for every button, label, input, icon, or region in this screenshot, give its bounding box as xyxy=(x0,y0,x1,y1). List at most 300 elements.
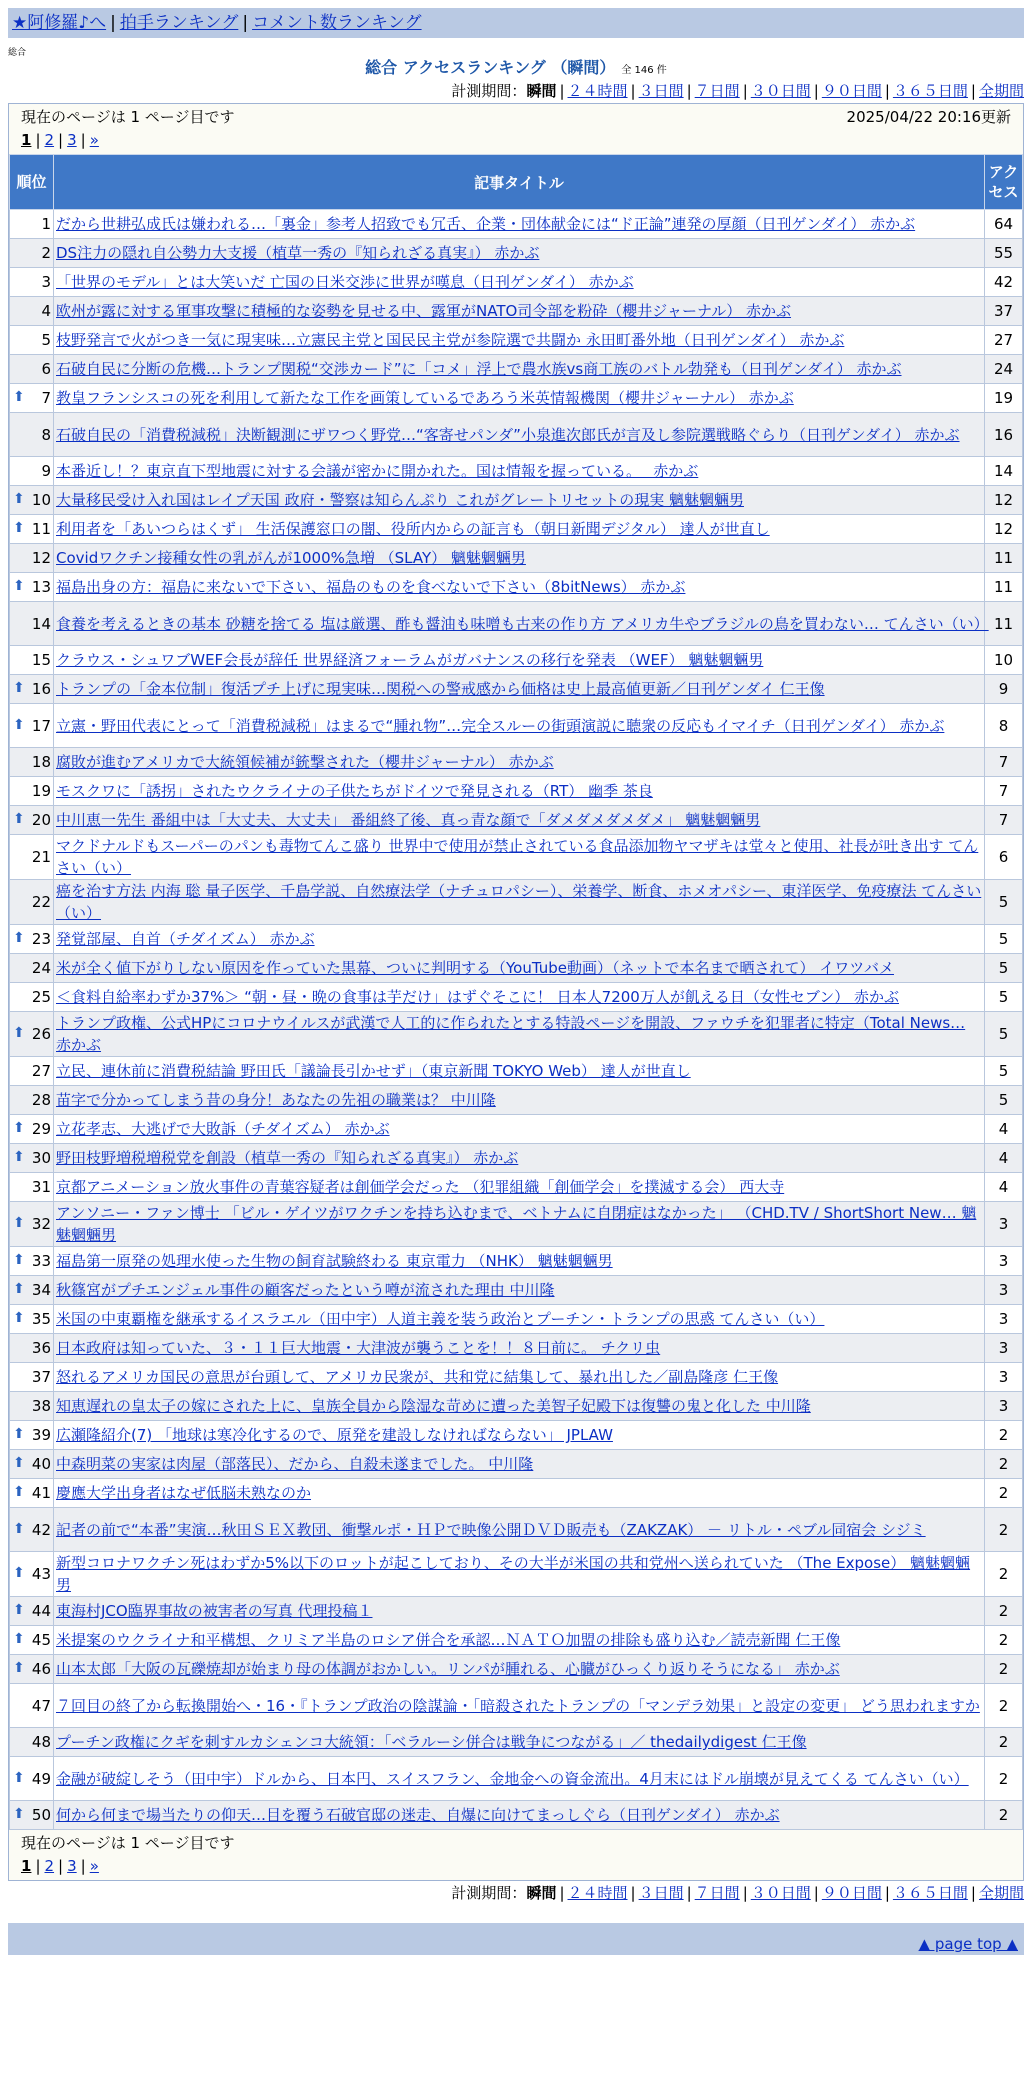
access-count: 2 xyxy=(985,1728,1023,1757)
pager-separator: | xyxy=(58,131,64,149)
period-link-5[interactable]: ３６５日間 xyxy=(892,1884,968,1902)
period-link-3[interactable]: ３０日間 xyxy=(750,1884,811,1902)
article-title-link[interactable]: トランプの「金本位制」復活プチ上げに現実味…関税への警戒感から価格は史上最高値更新／日刊ゲンダイ 仁王像 xyxy=(56,680,825,698)
rank-cell xyxy=(10,983,54,1012)
ranking-header xyxy=(8,57,1024,79)
article-title-link[interactable]: 教皇フランシスコの死を利用して新たな工作を画策しているであろう米英情報機関（櫻井ジャーナル） 赤かぶ xyxy=(56,389,794,407)
rank-cell xyxy=(10,239,54,268)
rank-cell xyxy=(10,925,54,954)
rank-number: 15 xyxy=(31,651,51,669)
access-count: 7 xyxy=(985,748,1023,777)
article-title-link[interactable]: 野田枝野増税増税党を創設（植草一秀の『知られざる真実』） 赤かぶ xyxy=(56,1149,519,1167)
table-row xyxy=(10,413,1023,457)
article-title-link[interactable]: 枝野発言で火がつき一気に現実味…立憲民主党と国民民主党が参院選で共闘か 永田町番外地（日刊ゲンダイ） 赤かぶ xyxy=(56,331,845,349)
rank-cell xyxy=(10,1392,54,1421)
title-cell xyxy=(54,1144,985,1173)
title-cell xyxy=(54,925,985,954)
article-title-link[interactable]: クラウス・シュワブWEF会長が辞任 世界経済フォーラムがガバナンスの移行を発表 （WEF） 魑魅魍魎男 xyxy=(56,651,764,669)
rank-number: 10 xyxy=(31,491,51,509)
rank-cell xyxy=(10,1552,54,1597)
pager-separator: | xyxy=(80,131,86,149)
page-info-bottom xyxy=(9,1830,1023,1854)
rank-cell xyxy=(10,1728,54,1757)
article-title-link[interactable]: 本番近し！？東京直下型地震に対する会議が密かに開かれた。国は情報を握っている。 赤かぶ xyxy=(56,462,699,480)
article-title-link[interactable]: Covidワクチン接種女性の乳がんが1000%急増 （SLAY） 魑魅魍魎男 xyxy=(56,549,526,567)
article-title-link[interactable]: トランプ政権、公式HPにコロナウイルスが武漢で人工的に作られたとする特設ページを開設、ファウチを犯罪者に特定（Total News… 赤かぶ xyxy=(56,1014,966,1054)
title-cell xyxy=(54,704,985,748)
rank-number: 11 xyxy=(31,520,51,538)
rank-cell xyxy=(10,1801,54,1830)
arrow-up-icon: ⬆ xyxy=(13,578,25,594)
rank-cell xyxy=(10,835,54,880)
article-title-link[interactable]: ＜食料自給率わずか37%＞ “朝・昼・晩の食事は芋だけ」はずぐそこに！ 日本人7200万人が飢える日（女性セブン） 赤かぶ xyxy=(56,988,899,1006)
access-count: 2 xyxy=(985,1655,1023,1684)
article-title-link[interactable]: 福島第一原発の処理水使った生物の飼育試験終わる 東京電力 （NHK） 魑魅魍魎男 xyxy=(56,1252,613,1270)
page-top-link[interactable]: ▲ page top ▲ xyxy=(918,1935,1018,1953)
arrow-up-icon: ⬆ xyxy=(13,1769,25,1786)
rank-number: 41 xyxy=(31,1484,51,1502)
pager-top xyxy=(9,128,1023,154)
rank-cell xyxy=(10,1363,54,1392)
period-separator: | xyxy=(742,82,748,100)
access-count: 9 xyxy=(985,675,1023,704)
table-row xyxy=(10,1392,1023,1421)
access-count: 5 xyxy=(985,1057,1023,1086)
article-title-link[interactable]: 金融が破綻しそう（田中宇）ドルから、日本円、スイスフラン、金地金への資金流出。4月末にはドル崩壊が見えてくる てんさい（い） xyxy=(56,1769,969,1788)
rank-number: 18 xyxy=(31,753,51,771)
rank-number: 33 xyxy=(31,1252,51,1270)
arrow-up-icon: ⬆ xyxy=(13,1455,25,1471)
arrow-up-icon: ⬆ xyxy=(13,1252,25,1268)
period-separator: | xyxy=(686,1884,692,1902)
rank-cell xyxy=(10,1479,54,1508)
rank-cell xyxy=(10,1334,54,1363)
arrow-up-icon: ⬆ xyxy=(13,1520,25,1537)
article-title-link[interactable]: 食養を考えるときの基本 砂糖を捨てる 塩は厳選、酢も醤油も味噌も古来の作り方 アメリカ牛やブラジルの鳥を買わない… てんさい（い） xyxy=(56,614,989,633)
arrow-up-icon: ⬆ xyxy=(13,1806,25,1822)
title-cell xyxy=(54,1597,985,1626)
article-title-link[interactable]: プーチン政権にクギを刺すルカシェンコ大統領：「ベラルーシ併合は戦争につながる」／ thedailydigest 仁王像 xyxy=(56,1733,807,1751)
rank-number: 28 xyxy=(31,1091,51,1109)
table-row xyxy=(10,835,1023,880)
table-row xyxy=(10,210,1023,239)
rank-number: 50 xyxy=(31,1806,51,1824)
nav-separator: | xyxy=(110,13,116,33)
table-row xyxy=(10,777,1023,806)
access-count: 5 xyxy=(985,983,1023,1012)
table-row xyxy=(10,925,1023,954)
title-cell xyxy=(54,1801,985,1830)
arrow-up-icon: ⬆ xyxy=(13,1602,25,1618)
ranking-box xyxy=(8,103,1024,1881)
access-count: 19 xyxy=(985,384,1023,413)
rank-cell xyxy=(10,1757,54,1801)
article-title-link[interactable]: モスクワに「誘拐」されたウクライナの子供たちがドイツで発見される（RT） 幽季 茶良 xyxy=(56,782,653,800)
period-link-6[interactable]: 全期間 xyxy=(978,1884,1024,1902)
title-cell xyxy=(54,544,985,573)
period-current: 瞬間 xyxy=(526,1884,557,1902)
article-title-link[interactable]: 秋篠宮がプチエンジェル事件の顧客だったという噂が流された理由 中川隆 xyxy=(56,1281,555,1299)
period-label: 計測期間： xyxy=(451,82,527,100)
access-count: 4 xyxy=(985,1173,1023,1202)
table-row xyxy=(10,954,1023,983)
period-link-3[interactable]: ３０日間 xyxy=(750,82,811,100)
article-title-link[interactable]: 苗字で分かってしまう昔の身分！あなたの先祖の職業は？ 中川隆 xyxy=(56,1091,496,1109)
period-link-4[interactable]: ９０日間 xyxy=(821,1884,882,1902)
period-separator: | xyxy=(559,1884,565,1902)
access-count: 4 xyxy=(985,1144,1023,1173)
pager-page-link[interactable]: 3 xyxy=(67,131,77,149)
access-count: 2 xyxy=(985,1801,1023,1830)
title-cell xyxy=(54,1247,985,1276)
table-row xyxy=(10,748,1023,777)
access-count: 2 xyxy=(985,1597,1023,1626)
article-title-link[interactable]: 米が全く値下がりしない原因を作っていた黒幕、ついに判明する（YouTube動画）（ネットで本名まで晒されて） イワツバメ xyxy=(56,959,894,977)
article-title-link[interactable]: 立憲・野田代表にとって「消費税減税」はまるで“腫れ物”…完全スルーの街頭演説に聴衆の反応もイマイチ（日刊ゲンダイ） 赤かぶ xyxy=(56,716,945,735)
pager-next-link[interactable]: » xyxy=(89,1857,99,1875)
rank-number: 21 xyxy=(31,848,51,866)
article-title-link[interactable]: 日本政府は知っていた、３・１１巨大地震・大津波が襲うことを！！８日前に。 チクリ虫 xyxy=(56,1339,661,1357)
period-link-5[interactable]: ３６５日間 xyxy=(892,82,968,100)
table-row xyxy=(10,1597,1023,1626)
table-row xyxy=(10,486,1023,515)
rank-cell xyxy=(10,1086,54,1115)
rank-number: 37 xyxy=(31,1368,51,1386)
table-row xyxy=(10,1173,1023,1202)
access-count: 2 xyxy=(985,1626,1023,1655)
pager-bottom xyxy=(9,1854,1023,1880)
article-title-link[interactable]: 中森明菜の実家は肉屋（部落民）、だから、自殺未遂までした。 中川隆 xyxy=(56,1455,534,1473)
rank-number: 40 xyxy=(31,1455,51,1473)
arrow-up-icon: ⬆ xyxy=(13,811,25,827)
title-cell xyxy=(54,1421,985,1450)
comment-ranking-link[interactable]: コメント数ランキング xyxy=(252,13,422,33)
table-row xyxy=(10,1012,1023,1057)
table-row xyxy=(10,326,1023,355)
table-row xyxy=(10,384,1023,413)
article-title-link[interactable]: 米提案のウクライナ和平構想、クリミア半島のロシア併合を承認…ＮＡＴＯ加盟の排除も盛り込む／読売新聞 仁王像 xyxy=(56,1631,841,1649)
title-cell xyxy=(54,1655,985,1684)
rank-number: 25 xyxy=(31,988,51,1006)
rank-number: 22 xyxy=(31,893,51,911)
title-cell xyxy=(54,1450,985,1479)
footer-bar xyxy=(8,1923,1024,1955)
rank-number: 17 xyxy=(31,716,51,735)
title-cell xyxy=(54,748,985,777)
table-row xyxy=(10,675,1023,704)
period-separator: | xyxy=(813,1884,819,1902)
article-title-link[interactable]: 山本太郎「大阪の瓦礫焼却が始まり母の体調がおかしい。リンパが腫れる、心臓がひっくり返りそうになる」 赤かぶ xyxy=(56,1660,840,1678)
title-cell xyxy=(54,384,985,413)
title-cell xyxy=(54,1202,985,1247)
arrow-up-icon: ⬆ xyxy=(13,520,25,536)
rank-cell xyxy=(10,748,54,777)
article-title-link[interactable]: 何から何まで場当たりの仰天…目を覆う石破官邸の迷走、自爆に向けてまっしぐら（日刊ゲンダイ） 赤かぶ xyxy=(56,1806,780,1824)
rank-number: 1 xyxy=(41,215,51,233)
pager-page-link[interactable]: 3 xyxy=(67,1857,77,1875)
table-row xyxy=(10,1305,1023,1334)
period-separator: | xyxy=(630,82,636,100)
period-link-6[interactable]: 全期間 xyxy=(978,82,1024,100)
rank-cell xyxy=(10,297,54,326)
period-link-0[interactable]: ２４時間 xyxy=(567,82,628,100)
access-count: 37 xyxy=(985,297,1023,326)
rank-cell xyxy=(10,384,54,413)
rank-cell xyxy=(10,326,54,355)
current-page-text: 現在のページは 1 ページ目です xyxy=(21,1834,235,1852)
rank-number: 38 xyxy=(31,1397,51,1415)
rank-cell xyxy=(10,1626,54,1655)
article-title-link[interactable]: だから世耕弘成氏は嫌われる…「裏金」参考人招致でも冗舌、企業・団体献金には“ド正論”連発の厚顔（日刊ゲンダイ） 赤かぶ xyxy=(56,215,916,233)
table-row xyxy=(10,983,1023,1012)
rank-cell xyxy=(10,486,54,515)
rank-number: 43 xyxy=(31,1565,51,1583)
table-row xyxy=(10,646,1023,675)
title-cell xyxy=(54,806,985,835)
period-separator: | xyxy=(970,1884,976,1902)
rank-number: 48 xyxy=(31,1733,51,1751)
rank-cell xyxy=(10,1173,54,1202)
rank-cell xyxy=(10,777,54,806)
column-header-rank: 順位 xyxy=(10,155,54,210)
rank-cell xyxy=(10,602,54,646)
rank-number: 45 xyxy=(31,1631,51,1649)
article-title-link[interactable]: ７回目の終了から転換開始へ・16・『トランプ政治の陰謀論・「暗殺されたトランプの「マンデラ効果」と設定の変更」 どう思われますか xyxy=(56,1696,980,1715)
table-row xyxy=(10,573,1023,602)
clap-ranking-link[interactable]: 拍手ランキング xyxy=(119,13,239,33)
title-cell xyxy=(54,1552,985,1597)
access-count: 3 xyxy=(985,1363,1023,1392)
article-title-link[interactable]: 腐敗が進むアメリカで大統領候補が銃撃された（櫻井ジャーナル） 赤かぶ xyxy=(56,753,554,771)
title-cell xyxy=(54,1057,985,1086)
rank-cell xyxy=(10,457,54,486)
rank-number: 44 xyxy=(31,1602,51,1620)
title-cell xyxy=(54,777,985,806)
article-title-link[interactable]: 石破自民の「消費税減税」決断観測にザワつく野党…“客寄せパンダ”小泉進次郎氏が言及し参院選戦略ぐらり（日刊ゲンダイ） 赤かぶ xyxy=(56,425,960,444)
rank-number: 36 xyxy=(31,1339,51,1357)
title-cell xyxy=(54,1086,985,1115)
rank-cell xyxy=(10,1115,54,1144)
pager-separator: | xyxy=(35,131,41,149)
ranking-table xyxy=(9,154,1023,1830)
article-title-link[interactable]: 広瀬隆紹介(7) 「地球は寒冷化するので、原発を建設しなければならない」 JPLAW xyxy=(56,1426,613,1444)
title-cell xyxy=(54,1334,985,1363)
table-row xyxy=(10,515,1023,544)
article-title-link[interactable]: 石破自民に分断の危機…トランプ関税“交渉カード”に「コメ」浮上で農水族vs商工族のバトル勃発も（日刊ゲンダイ） 赤かぶ xyxy=(56,360,902,378)
article-title-link[interactable]: 中川恵一先生 番組中は「大丈夫、大丈夫」 番組終了後、真っ青な顔で「ダメダメダメダメ」 魑魅魍魎男 xyxy=(56,811,761,829)
article-title-link[interactable]: 慶應大学出身者はなぜ低脳未熟なのか xyxy=(56,1484,312,1502)
access-count: 11 xyxy=(985,544,1023,573)
table-row xyxy=(10,1115,1023,1144)
access-count: 7 xyxy=(985,777,1023,806)
period-link-0[interactable]: ２４時間 xyxy=(567,1884,628,1902)
arrow-up-icon: ⬆ xyxy=(13,1281,25,1297)
article-title-link[interactable]: 記者の前で“本番”実演…秋田ＳＥＸ教団、衝撃ルポ・ＨＰで映像公開ＤＶＤ販売も（ZAKZAK） － リトル・ペブル同宿会 シジミ xyxy=(56,1520,926,1539)
title-cell xyxy=(54,573,985,602)
arrow-up-icon: ⬆ xyxy=(13,389,25,405)
table-row xyxy=(10,355,1023,384)
access-count: 7 xyxy=(985,806,1023,835)
article-title-link[interactable]: 「世界のモデル」とは大笑いだ 亡国の日米交渉に世界が嘆息（日刊ゲンダイ） 赤かぶ xyxy=(56,273,634,291)
access-count: 3 xyxy=(985,1276,1023,1305)
rank-number: 49 xyxy=(31,1769,51,1788)
title-cell xyxy=(54,1684,985,1728)
rank-cell xyxy=(10,1276,54,1305)
rank-cell xyxy=(10,573,54,602)
title-cell xyxy=(54,1012,985,1057)
pager-separator: | xyxy=(58,1857,64,1875)
rank-number: 19 xyxy=(31,782,51,800)
rank-cell xyxy=(10,1684,54,1728)
rank-number: 13 xyxy=(31,578,51,596)
access-count: 2 xyxy=(985,1757,1023,1801)
rank-number: 27 xyxy=(31,1062,51,1080)
access-count: 27 xyxy=(985,326,1023,355)
period-link-1[interactable]: ３日間 xyxy=(638,82,684,100)
article-title-link[interactable]: 利用者を「あいつらはくず」 生活保護窓口の闇、役所内からの証言も（朝日新聞デジタル） 達人が世直し xyxy=(56,520,770,538)
period-label: 計測期間： xyxy=(451,1884,527,1902)
table-row xyxy=(10,1626,1023,1655)
table-row xyxy=(10,1086,1023,1115)
period-link-1[interactable]: ３日間 xyxy=(638,1884,684,1902)
access-count: 16 xyxy=(985,413,1023,457)
top-navigation xyxy=(8,8,1024,38)
rank-number: 6 xyxy=(41,360,51,378)
table-row xyxy=(10,1479,1023,1508)
article-title-link[interactable]: 立花孝志、大逃げで大敗訴（チダイズム） 赤かぶ xyxy=(56,1120,390,1138)
table-row xyxy=(10,297,1023,326)
column-header-count: アクセス xyxy=(985,155,1023,210)
access-count: 42 xyxy=(985,268,1023,297)
rank-cell xyxy=(10,675,54,704)
access-count: 2 xyxy=(985,1508,1023,1552)
period-link-2[interactable]: ７日間 xyxy=(694,1884,740,1902)
access-count: 5 xyxy=(985,925,1023,954)
access-count: 3 xyxy=(985,1202,1023,1247)
rank-number: 4 xyxy=(41,302,51,320)
period-link-2[interactable]: ７日間 xyxy=(694,82,740,100)
rank-number: 2 xyxy=(41,244,51,262)
arrow-up-icon: ⬆ xyxy=(13,1426,25,1442)
article-title-link[interactable]: 東海村JCO臨界事故の被害者の写真 代理投稿１ xyxy=(56,1602,373,1620)
table-row xyxy=(10,704,1023,748)
period-separator: | xyxy=(884,1884,890,1902)
article-title-link[interactable]: 福島出身の方：福島に来ないで下さい、福島のものを食べないで下さい（8bitNews） 赤かぶ xyxy=(56,578,686,596)
arrow-up-icon: ⬆ xyxy=(13,1310,25,1326)
table-row xyxy=(10,1728,1023,1757)
total-count: 全 146 件 xyxy=(621,65,667,76)
title-cell xyxy=(54,983,985,1012)
article-title-link[interactable]: 発覚部屋、自首（チダイズム） 赤かぶ xyxy=(56,930,315,948)
rank-cell xyxy=(10,1655,54,1684)
rank-cell xyxy=(10,1597,54,1626)
nav-separator: | xyxy=(242,13,249,33)
access-count: 3 xyxy=(985,1334,1023,1363)
rank-number: 42 xyxy=(31,1520,51,1539)
title-cell xyxy=(54,1508,985,1552)
article-title-link[interactable]: 新型コロナワクチン死はわずか5%以下のロットが起こしており、その大半が米国の共和党州へ送られていた （The Expose） 魑魅魍魎男 xyxy=(56,1554,971,1594)
article-title-link[interactable]: マクドナルドもスーパーのパンも毒物てんこ盛り 世界中で使用が禁止されている食品添加物ヤマザキは堂々と使用、社長が吐き出す てんさい（い） xyxy=(56,837,979,877)
access-count: 64 xyxy=(985,210,1023,239)
article-title-link[interactable]: 立民、連休前に消費税結論 野田氏「議論長引かせず」（東京新聞 TOKYO Web） 達人が世直し xyxy=(56,1062,691,1080)
table-row xyxy=(10,1202,1023,1247)
current-page-text: 現在のページは 1 ページ目です xyxy=(21,108,235,126)
title-cell xyxy=(54,1305,985,1334)
article-title-link[interactable]: 知恵遅れの皇太子の嫁にされた上に、皇族全員から陰湿な苛めに遭った美智子妃殿下は復讐の鬼と化した 中川隆 xyxy=(56,1397,811,1415)
arrow-up-icon: ⬆ xyxy=(13,680,25,696)
title-cell xyxy=(54,835,985,880)
rank-cell xyxy=(10,880,54,925)
title-cell xyxy=(54,268,985,297)
pager-page-link[interactable]: 2 xyxy=(44,131,55,149)
access-count: 12 xyxy=(985,486,1023,515)
title-cell xyxy=(54,1115,985,1144)
title-cell xyxy=(54,1626,985,1655)
rank-number: 7 xyxy=(41,389,51,407)
period-selector-bottom xyxy=(8,1881,1024,1905)
rank-cell xyxy=(10,954,54,983)
rank-cell xyxy=(10,704,54,748)
title-cell xyxy=(54,486,985,515)
table-row xyxy=(10,806,1023,835)
rank-cell xyxy=(10,413,54,457)
article-title-link[interactable]: アンソニー・ファン博士 「ビル・ゲイツがワクチンを持ち込むまで、ベトナムに自閉症はなかった」 （CHD.TV / ShortShort New… 魑魅魍魎男 xyxy=(56,1204,977,1244)
article-title-link[interactable]: 怒れるアメリカ国民の意思が台頭して、アメリカ民衆が、共和党に結集して、暴れ出した／副島隆彦 仁王像 xyxy=(56,1368,779,1386)
table-row xyxy=(10,268,1023,297)
period-current: 瞬間 xyxy=(526,82,557,100)
rank-cell xyxy=(10,646,54,675)
table-row xyxy=(10,1334,1023,1363)
pager-separator: | xyxy=(35,1857,41,1875)
period-separator: | xyxy=(630,1884,636,1902)
rank-cell xyxy=(10,1057,54,1086)
article-title-link[interactable]: 大量移民受け入れ国はレイプ天国 政府・警察は知らんぷり これがグレートリセットの現実 魑魅魍魎男 xyxy=(56,491,744,509)
pager-next-link[interactable]: » xyxy=(89,131,99,149)
arrow-up-icon: ⬆ xyxy=(13,1025,25,1041)
table-row xyxy=(10,1057,1023,1086)
rank-number: 26 xyxy=(31,1025,51,1043)
title-cell xyxy=(54,602,989,646)
article-title-link[interactable]: 米国の中東覇権を継承するイスラエル（田中宇）人道主義を装う政治とプーチン・トランプの思惑 てんさい（い） xyxy=(56,1310,825,1328)
article-title-link[interactable]: 癌を治す方法 内海 聡 量子医学、千島学説、自然療法学（ナチュロパシー）、栄養学、断食、ホメオパシー、東洋医学、免疫療法 てんさい（い） xyxy=(56,882,982,922)
access-count: 11 xyxy=(985,602,1023,646)
arrow-up-icon: ⬆ xyxy=(13,1565,25,1581)
period-selector-top xyxy=(8,79,1024,103)
table-row xyxy=(10,1421,1023,1450)
home-link[interactable]: ★阿修羅♪へ xyxy=(12,13,107,33)
rank-number: 30 xyxy=(31,1149,51,1167)
section-label: 総合 xyxy=(8,48,27,58)
rank-cell xyxy=(10,515,54,544)
article-title-link[interactable]: 京都アニメーション放火事件の青葉容疑者は創価学会だった （犯罪組織「創価学会」を撲滅する会） 西大寺 xyxy=(56,1178,785,1196)
rank-number: 34 xyxy=(31,1281,51,1299)
access-count: 10 xyxy=(985,646,1023,675)
rank-number: 5 xyxy=(41,331,51,349)
access-count: 2 xyxy=(985,1450,1023,1479)
rank-cell xyxy=(10,1421,54,1450)
article-title-link[interactable]: 欧州が露に対する軍事攻撃に積極的な姿勢を見せる中、露軍がNATO司令部を粉砕（櫻井ジャーナル） 赤かぶ xyxy=(56,302,792,320)
rank-number: 35 xyxy=(31,1310,51,1328)
pager-page-link[interactable]: 2 xyxy=(44,1857,55,1875)
title-cell xyxy=(54,297,985,326)
rank-cell xyxy=(10,544,54,573)
arrow-up-icon: ⬆ xyxy=(13,1215,25,1231)
table-row xyxy=(10,1801,1023,1830)
article-title-link[interactable]: DS注力の隠れ自公勢力大支援（植草一秀の『知られざる真実』） 赤かぶ xyxy=(56,244,540,262)
access-count: 3 xyxy=(985,1305,1023,1334)
period-link-4[interactable]: ９０日間 xyxy=(821,82,882,100)
table-row xyxy=(10,1684,1023,1728)
